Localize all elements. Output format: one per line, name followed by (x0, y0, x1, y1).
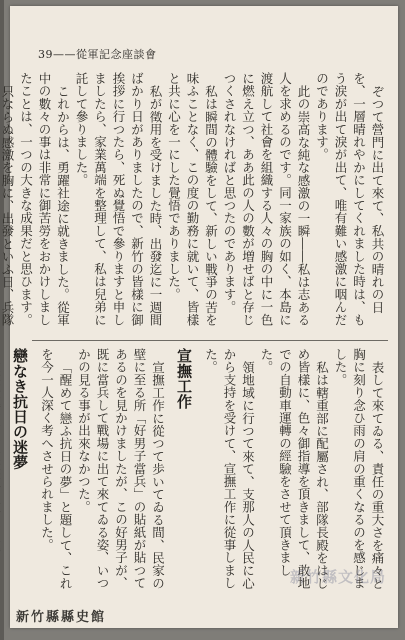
paragraph-10: 宣撫工作に從つて歩いてゐる間、民家の壁に至る所「好男子當兵」の貼紙が貼つてあるのを見かけましたが、この好男子が、既に當兵して戰場に出て來てゐる姿、いつかの見る事が出來なかつた。 (76, 348, 166, 590)
paragraph-5: これからは、勇躍社途に就きました。從軍中の數々の事は非常に御苦勞をおかけしましたことは、一つの大きな成果だと思ひます。 (18, 72, 71, 326)
archive-stamp: 新竹縣縣史館 (16, 610, 107, 625)
paragraph-8: 私は轄重部に配屬され、部隊長殿をはじめ皆樣に、色々御指導を頂きまして、敢地での自動車運轉の經驗をさせて頂きました。 (259, 348, 330, 590)
running-header (38, 46, 157, 62)
document-page (0, 6, 398, 628)
paragraph-9: 領地域に行つて來て、支那人の人民に心から支持を受けて、宣撫工作に從事しました。 (203, 348, 256, 590)
paragraph-7: 表して來てゐる、責任の重大さを痛々と胸に刻り念ひ雨の肩の重くなるのを感じました。 (333, 348, 385, 590)
section-divider (32, 340, 388, 341)
upper-text-block (0, 72, 386, 334)
running-title: ——從軍記念座談會 (53, 48, 157, 61)
archive-watermark: 新竹縣文化局 (289, 568, 386, 586)
paragraph-12 (0, 348, 3, 596)
paragraph-4: 私が徵用を受けました時、出發迄に一週間ばかり日がありましたので、新竹の皆樣に御挨拶に行つたら、死ぬ覺悟で參りますと申しましたら、家業萬端を整理して、私は兒弟に託して參りました。 (74, 72, 163, 326)
page-number: 39 (38, 48, 53, 61)
section-heading-1: 戀なき抗日の迷夢 (11, 348, 29, 470)
paragraph-6: 只ならぬ感激を胸に、出發といふ日、兵隊 (0, 84, 15, 326)
section-heading-2: 宣撫工作 (175, 348, 193, 409)
paragraph-11: 「醒めて戀ふ抗日の夢」と題して、これを今一人深く考へさせられました。 (39, 348, 73, 590)
lower-text-block (11, 348, 386, 596)
paragraph-3: 私は瞬間の體驗をして、新しい戰爭の苦を味ふことなく、この度の勤務に就いて、皆樣と共に心を一にした覺悟でありました。 (166, 72, 219, 326)
paragraph-2: 此の崇高な純な感激の一瞬――私は志ある人を求めるのです。同一家族の如く、本島に渡航して社會を組織する人々の胸の中に一色に燃え立つ、ああ此の人の數が増せばと存じつくされなければと思つたのであります。 (222, 72, 311, 326)
paragraph-1: ぞつて營門に出て來て、私共の晴れの日を、一層晴れやかにしてくれました時は、もう涙が出て淚が出て、唯有難い感激に咽んだのであります。 (314, 72, 385, 326)
